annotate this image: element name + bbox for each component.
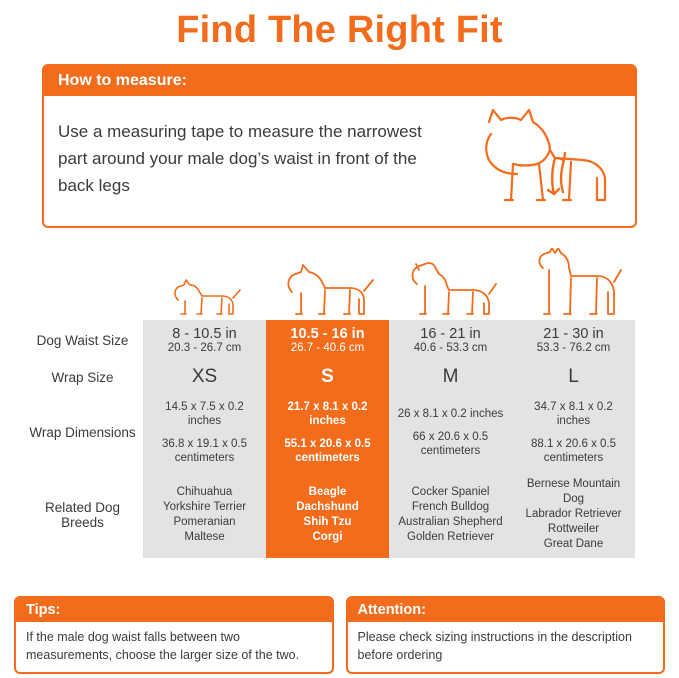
dim-cm-l: 88.1 x 20.6 x 0.5 centimeters bbox=[530, 438, 617, 464]
dim-inches-m: 26 x 8.1 x 0.2 inches bbox=[397, 408, 504, 420]
waist-cm-s: 26.7 - 40.6 cm bbox=[290, 342, 365, 354]
waist-inches-xs: 8 - 10.5 in bbox=[172, 326, 237, 342]
breed-l-1: Bernese Mountain Dog bbox=[526, 478, 621, 505]
breed-l-4: Great Dane bbox=[543, 538, 604, 550]
dim-inches-xs: 14.5 x 7.5 x 0.2 inches bbox=[165, 401, 244, 427]
waist-inches-s: 10.5 - 16 in bbox=[290, 326, 365, 342]
wrap-size-l: L bbox=[568, 366, 579, 387]
tips-text: If the male dog waist falls between two measurements, choose the larger size of the two. bbox=[26, 630, 300, 662]
dim-cm-xs: 36.8 x 19.1 x 0.5 centimeters bbox=[161, 438, 248, 464]
size-table bbox=[22, 320, 635, 558]
dog-silhouettes-row bbox=[143, 240, 635, 320]
cell-wrapsize-l bbox=[512, 360, 635, 394]
cell-waist-l bbox=[512, 320, 635, 360]
breed-xs-1: Chihuahua bbox=[176, 485, 233, 498]
cell-dims-l bbox=[512, 394, 635, 471]
tips-heading: Tips: bbox=[16, 598, 332, 622]
bottom-notes bbox=[14, 596, 665, 674]
cell-wrapsize-xs bbox=[143, 360, 266, 394]
row-label-breeds: Related Dog Breeds bbox=[22, 471, 143, 558]
cell-breeds-m bbox=[389, 471, 512, 558]
cell-breeds-l bbox=[512, 471, 635, 558]
breed-l-2: Labrador Retriever bbox=[525, 508, 622, 520]
cell-waist-xs bbox=[143, 320, 266, 360]
silhouette-cell-xs bbox=[143, 240, 266, 320]
waist-cm-m: 40.6 - 53.3 cm bbox=[413, 342, 488, 354]
waist-inches-m: 16 - 21 in bbox=[420, 326, 481, 342]
breed-m-1: Cocker Spaniel bbox=[411, 485, 490, 498]
how-to-measure-text: Use a measuring tape to measure the narrowest part around your male dog’s waist in front of the back legs bbox=[58, 121, 422, 195]
breed-m-2: French Bulldog bbox=[411, 500, 490, 513]
row-label-waist: Dog Waist Size bbox=[22, 320, 143, 360]
medium-dog-silhouette bbox=[403, 258, 499, 320]
cell-wrapsize-m bbox=[389, 360, 512, 394]
cell-waist-m bbox=[389, 320, 512, 360]
table-row-breeds bbox=[22, 471, 635, 558]
how-to-measure-heading: How to measure: bbox=[44, 66, 635, 96]
breed-l-3: Rottweiler bbox=[547, 523, 600, 535]
row-label-wrap-dimensions: Wrap Dimensions bbox=[22, 394, 143, 471]
waist-cm-l: 53.3 - 76.2 cm bbox=[536, 342, 611, 354]
cell-dims-s bbox=[266, 394, 389, 471]
silhouette-cell-l bbox=[512, 240, 635, 320]
table-row-wrap-dimensions bbox=[22, 394, 635, 471]
silhouette-cell-s bbox=[266, 240, 389, 320]
breed-m-4: Golden Retriever bbox=[407, 530, 494, 543]
how-to-measure-box bbox=[42, 64, 637, 228]
cell-wrapsize-s bbox=[266, 360, 389, 394]
medium-small-dog-silhouette bbox=[278, 262, 378, 320]
page-title: Find The Right Fit bbox=[176, 9, 503, 51]
tips-box bbox=[14, 596, 334, 674]
silhouette-cell-m bbox=[389, 240, 512, 320]
cell-dims-m bbox=[389, 394, 512, 471]
row-label-wrap-size: Wrap Size bbox=[22, 360, 143, 394]
wrap-size-s: S bbox=[321, 366, 334, 387]
table-row-wrap-size bbox=[22, 360, 635, 394]
breed-s-2: Dachshund bbox=[296, 500, 359, 513]
cell-breeds-s bbox=[266, 471, 389, 558]
breed-s-4: Corgi bbox=[312, 530, 343, 543]
attention-text: Please check sizing instructions in the description before ordering bbox=[357, 630, 632, 662]
dim-inches-s: 21.7 x 8.1 x 0.2 inches bbox=[287, 401, 368, 427]
attention-box bbox=[346, 596, 666, 674]
waist-inches-l: 21 - 30 in bbox=[543, 326, 604, 342]
wrap-size-m: M bbox=[442, 366, 459, 387]
breed-s-1: Beagle bbox=[308, 485, 347, 498]
large-dog-silhouette bbox=[525, 248, 623, 320]
dog-waist-measure-illustration bbox=[451, 104, 621, 212]
how-to-measure-body bbox=[44, 96, 635, 226]
breed-m-3: Australian Shepherd bbox=[398, 515, 503, 528]
waist-cm-xs: 20.3 - 26.7 cm bbox=[167, 342, 242, 354]
breed-s-3: Shih Tzu bbox=[303, 515, 352, 528]
attention-heading: Attention: bbox=[348, 598, 664, 622]
wrap-size-xs: XS bbox=[191, 366, 218, 387]
dim-cm-m: 66 x 20.6 x 0.5 centimeters bbox=[412, 431, 489, 457]
small-dog-silhouette bbox=[166, 274, 244, 320]
breed-xs-3: Pomeranian bbox=[173, 515, 236, 528]
cell-waist-s bbox=[266, 320, 389, 360]
table-row-waist bbox=[22, 320, 635, 360]
breed-xs-4: Maltese bbox=[184, 530, 225, 543]
cell-dims-xs bbox=[143, 394, 266, 471]
breed-xs-2: Yorkshire Terrier bbox=[162, 500, 247, 513]
cell-breeds-xs bbox=[143, 471, 266, 558]
dim-cm-s: 55.1 x 20.6 x 0.5 centimeters bbox=[284, 438, 371, 464]
dim-inches-l: 34.7 x 8.1 x 0.2 inches bbox=[534, 401, 613, 427]
